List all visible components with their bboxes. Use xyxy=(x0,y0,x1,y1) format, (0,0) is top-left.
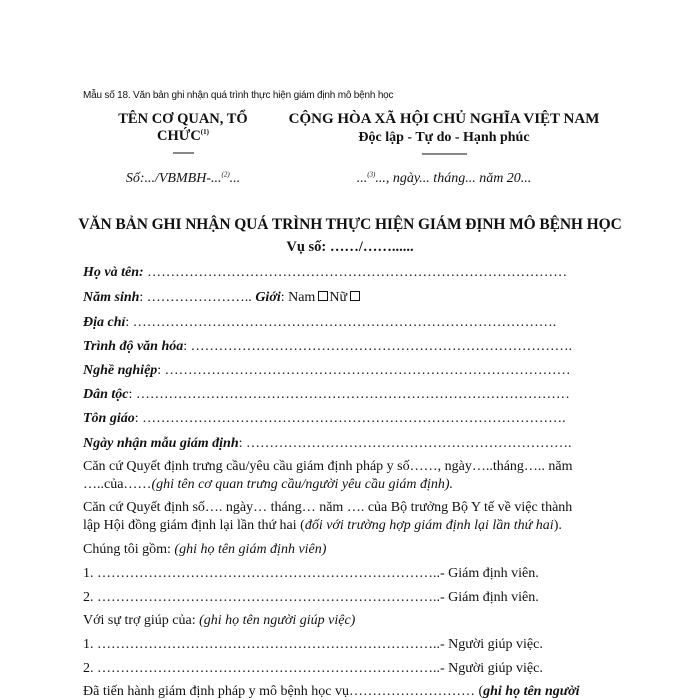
assistant-line-1: 1. ………………………………………………………………..- Người giúp việc. xyxy=(83,637,543,652)
address-dots: : ………………………………………………………………………………. xyxy=(125,315,557,330)
occupation-label: Nghề nghiệp xyxy=(83,363,158,378)
education-dots: : ………………………………………………………………………. xyxy=(183,339,573,354)
ethnicity-label: Dân tộc xyxy=(83,387,129,402)
education-label: Trình độ văn hóa xyxy=(83,339,184,354)
name-label: Họ và tên: xyxy=(83,265,144,280)
religion-dots: : ………………………………………………………………………………. xyxy=(134,411,566,426)
field-address xyxy=(83,315,556,331)
expert-line-2: 2. ………………………………………………………………..- Giám định viên. xyxy=(83,590,539,605)
members-label: Chúng tôi gồm: xyxy=(83,542,175,557)
form-label: Mẫu số 18. Văn bản ghi nhận quá trình thực hiện giám định mô bệnh học xyxy=(83,90,394,101)
male-checkbox[interactable] xyxy=(318,291,328,301)
members-heading xyxy=(83,542,326,558)
field-occupation xyxy=(83,363,571,379)
procedure-note: ghi họ tên người xyxy=(483,684,580,699)
female-checkbox[interactable] xyxy=(350,291,360,301)
document-title: VĂN BẢN GHI NHẬN QUÁ TRÌNH THỰC HIỆN GIÁM ĐỊNH MÔ BỆNH HỌC xyxy=(78,216,622,233)
case-number: Vụ số: ……/……...... xyxy=(286,239,414,255)
gender-colon: : xyxy=(280,290,289,305)
field-religion xyxy=(83,411,566,427)
basis-request-dots: …..của…… xyxy=(83,477,152,492)
occupation-dots: : …………………………………………………………………………… xyxy=(157,363,571,378)
ref-text: Số:.../VBMBH-... xyxy=(125,171,222,186)
sample-received-dots: : ……………………………………………………………. xyxy=(238,436,572,451)
basis-decision-note: đối với trường hợp giám định lại lần thứ hai xyxy=(304,518,554,533)
female-label: Nữ xyxy=(329,290,348,305)
basis-request-line1: Căn cứ Quyết định trưng cầu/yêu cầu giám định pháp y số……, ngày…..tháng….. năm xyxy=(83,459,573,474)
procedure-line xyxy=(83,684,580,700)
motto-divider: --------------- xyxy=(421,146,467,160)
field-name xyxy=(83,265,567,281)
name-dots: ……………………………………………………………………………… xyxy=(143,265,568,280)
basis-decision-line2 xyxy=(83,518,562,534)
org-note: (1) xyxy=(200,128,209,137)
field-sample-received xyxy=(83,436,572,452)
birth-label: Năm sinh xyxy=(83,290,140,305)
nation-title: CỘNG HÒA XÃ HỘI CHỦ NGHĨA VIỆT NAM xyxy=(288,111,600,127)
religion-label: Tôn giáo xyxy=(83,411,135,426)
ref-note: (2) xyxy=(221,170,230,179)
assistants-label: Với sự trợ giúp của: xyxy=(83,613,200,628)
sample-received-label: Ngày nhận mẫu giám định xyxy=(83,436,239,451)
field-ethnicity xyxy=(83,387,570,403)
document-ref xyxy=(108,171,258,187)
basis-request-note: (ghi tên cơ quan trưng cầu/người yêu cầu giám định). xyxy=(151,477,454,492)
procedure-text: Đã tiến hành giám định pháp y mô bệnh học vụ……………………… ( xyxy=(83,684,484,699)
members-note: (ghi họ tên giám định viên) xyxy=(174,542,327,557)
ref-tail: ... xyxy=(229,171,241,186)
male-label: Nam xyxy=(288,290,316,305)
motto: Độc lập - Tự do - Hạnh phúc xyxy=(358,130,530,145)
field-education xyxy=(83,339,572,355)
expert-line-1: 1. ………………………………………………………………..- Giám định viên. xyxy=(83,566,539,581)
assistant-line-2: 2. ………………………………………………………………..- Người giúp việc. xyxy=(83,661,543,676)
basis-decision-text: lập Hội đồng giám định lại lần thứ hai ( xyxy=(83,518,305,533)
basis-decision-line1: Căn cứ Quyết định số…. ngày… tháng… năm …. của Bộ trưởng Bộ Y tế về việc thành xyxy=(83,500,573,515)
basis-request-line2 xyxy=(83,477,453,493)
birth-dots: : ………………….. xyxy=(139,290,252,305)
place-date xyxy=(288,171,600,187)
gender-label: Giới xyxy=(251,290,281,305)
loc-note: (3) xyxy=(367,170,376,179)
org-name-text: TÊN CƠ QUAN, TỔ CHỨC xyxy=(118,111,248,144)
loc-prefix: ... xyxy=(356,171,368,186)
org-divider: ------- xyxy=(172,145,194,159)
org-name xyxy=(108,111,258,145)
address-label: Địa chỉ xyxy=(83,315,126,330)
basis-decision-end: ). xyxy=(553,518,562,533)
field-birth-gender xyxy=(83,290,361,306)
loc-text: ..., ngày... tháng... năm 20... xyxy=(375,171,532,186)
assistants-heading xyxy=(83,613,355,629)
assistants-note: (ghi họ tên người giúp việc) xyxy=(199,613,356,628)
ethnicity-dots: : ………………………………………………………………………………… xyxy=(128,387,570,402)
